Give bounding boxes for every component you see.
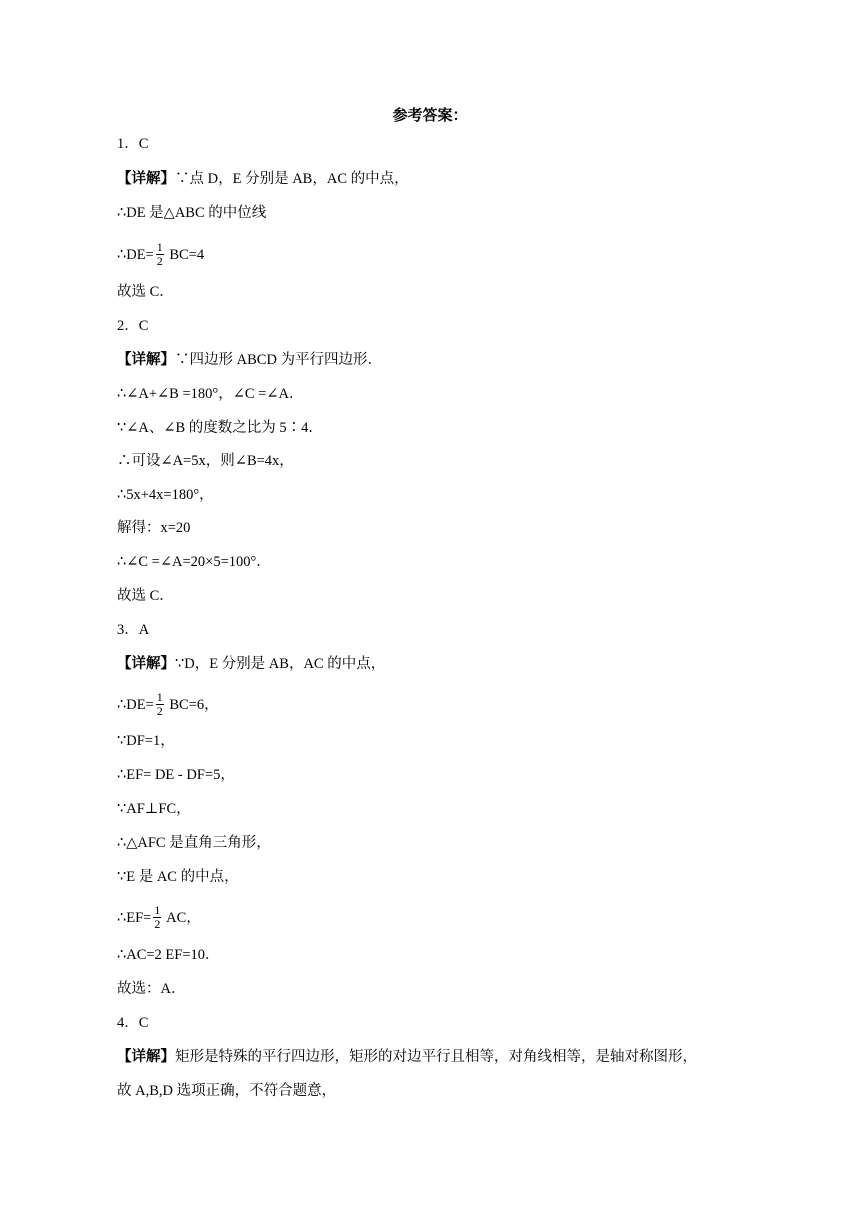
- answer-2-line-1: [117, 350, 382, 370]
- fraction: [156, 691, 164, 718]
- answer-2-heading: 2．C: [117, 318, 149, 334]
- fraction-numerator: 1: [154, 903, 161, 917]
- detail-tag: 【详解】: [117, 352, 175, 368]
- answer-2-line-8: 故选 C．: [117, 588, 174, 604]
- answer-3-line-1: [117, 654, 385, 674]
- fraction-numerator: 1: [156, 240, 163, 254]
- answer-4-line-1-text: 矩形是特殊的平行四边形，矩形的对边平行且相等，对角线相等，是轴对称图形，: [175, 1049, 697, 1065]
- answer-3-line-2-before: ∴DE=: [117, 696, 154, 713]
- answer-1-line-3: [117, 242, 204, 269]
- answer-2-line-1-text: ∵四边形 ABCD 为平行四边形．: [175, 352, 383, 368]
- detail-tag: 【详解】: [117, 171, 175, 187]
- answer-3-line-5: ∵AF⊥FC，: [117, 801, 191, 817]
- answer-3-line-7: ∵E 是 AC 的中点，: [117, 869, 239, 885]
- answer-1-line-4: 故选 C．: [117, 284, 174, 300]
- answer-3-line-8: [117, 905, 201, 932]
- answer-3-line-3: ∵DF=1，: [117, 733, 175, 749]
- answer-2-line-4: ∴可设∠A=5x，则∠B=4x，: [117, 453, 294, 469]
- answer-1-line-1: [117, 169, 409, 189]
- answer-4-heading: 4．C: [117, 1015, 149, 1031]
- detail-tag: 【详解】: [117, 656, 175, 672]
- answer-4-line-2: 故 A,B,D 选项正确，不符合题意，: [117, 1083, 337, 1099]
- answer-3-heading: 3．A: [117, 622, 150, 638]
- answer-3-line-4: ∴EF= DE - DF=5，: [117, 767, 235, 783]
- answer-1-heading: 1．C: [117, 136, 149, 152]
- fraction-denominator: 2: [156, 704, 163, 718]
- answer-2-line-2: ∴∠A+∠B =180°，∠C =∠A．: [117, 386, 304, 402]
- answer-2-line-6: 解得：x=20: [117, 520, 191, 536]
- answer-3-line-6: ∴△AFC 是直角三角形，: [117, 835, 271, 851]
- answer-3-line-8-before: ∴EF=: [117, 909, 152, 926]
- fraction: [153, 904, 161, 931]
- fraction-denominator: 2: [156, 254, 163, 268]
- answer-3-line-10: 故选：A．: [117, 981, 186, 997]
- answer-1-line-3-before: ∴DE=: [117, 246, 154, 263]
- answer-3-line-8-after: AC，: [163, 909, 201, 926]
- answer-2-line-5: ∴5x+4x=180°，: [117, 487, 214, 503]
- answer-4-line-1: [117, 1047, 697, 1067]
- answer-3-line-1-text: ∵D，E 分别是 AB，AC 的中点，: [175, 656, 386, 672]
- page-title: 参考答案：: [392, 108, 468, 124]
- answer-1-line-2: ∴DE 是△ABC 的中位线: [117, 205, 267, 221]
- fraction-numerator: 1: [156, 690, 163, 704]
- detail-tag: 【详解】: [117, 1049, 175, 1065]
- answer-2-line-3: ∵∠A、∠B 的度数之比为 5∶4．: [117, 420, 323, 436]
- fraction: [156, 241, 164, 268]
- answer-3-line-2: [117, 692, 219, 719]
- answer-3-line-2-after: BC=6，: [165, 696, 219, 713]
- fraction-denominator: 2: [154, 917, 161, 931]
- answer-2-line-7: ∴∠C =∠A=20×5=100°．: [117, 554, 271, 570]
- answer-1-line-1-text: ∵点 D，E 分别是 AB，AC 的中点，: [175, 171, 409, 187]
- answer-3-line-9: ∴AC=2 EF=10．: [117, 947, 220, 963]
- answer-1-line-3-after: BC=4: [165, 246, 205, 263]
